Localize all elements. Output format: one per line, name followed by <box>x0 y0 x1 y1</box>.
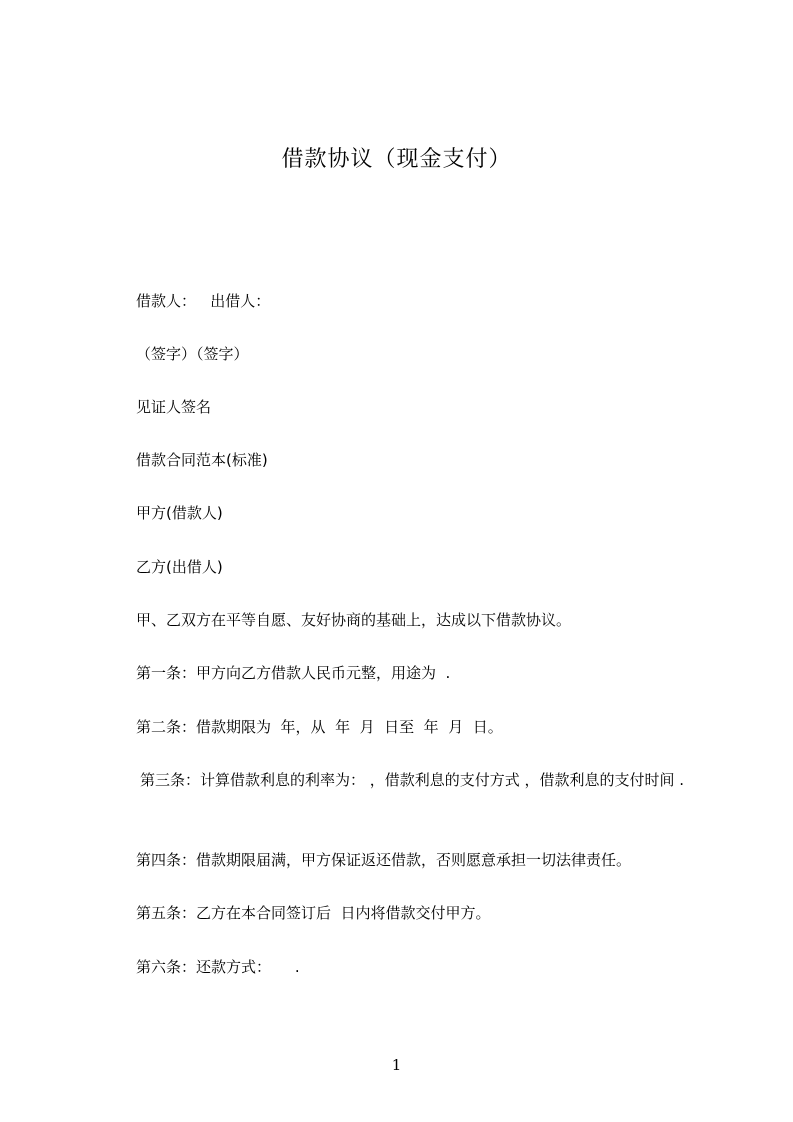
article-4: 第四条：借款期限届满，甲方保证返还借款，否则愿意承担一切法律责任。 <box>136 851 632 869</box>
article-6: 第六条：还款方式： . <box>136 958 300 976</box>
contract-template-heading: 借款合同范本(标准) <box>136 451 268 469</box>
article-1: 第一条：甲方向乙方借款人民币元整，用途为 . <box>136 664 451 682</box>
article-3: 第三条：计算借款利息的利率为： ，借款利息的支付方式 ，借款利息的支付时间 . <box>140 771 685 789</box>
borrower-lender-line: 借款人： 出借人： <box>136 292 271 310</box>
document-title: 借款协议（现金支付） <box>281 147 512 172</box>
agreement-intro-line: 甲、乙双方在平等自愿、友好协商的基础上，达成以下借款协议。 <box>136 611 572 629</box>
witness-signature-line: 见证人签名 <box>136 398 212 416</box>
party-a-line: 甲方(借款人) <box>136 504 223 522</box>
party-b-line: 乙方(出借人) <box>136 558 223 576</box>
article-5: 第五条：乙方在本合同签订后 日内将借款交付甲方。 <box>136 904 491 922</box>
article-2: 第二条：借款期限为 年，从 年 月 日至 年 月 日。 <box>136 718 503 736</box>
page-number: 1 <box>391 1056 402 1074</box>
signature-line: （签字）（签字） <box>136 345 249 363</box>
